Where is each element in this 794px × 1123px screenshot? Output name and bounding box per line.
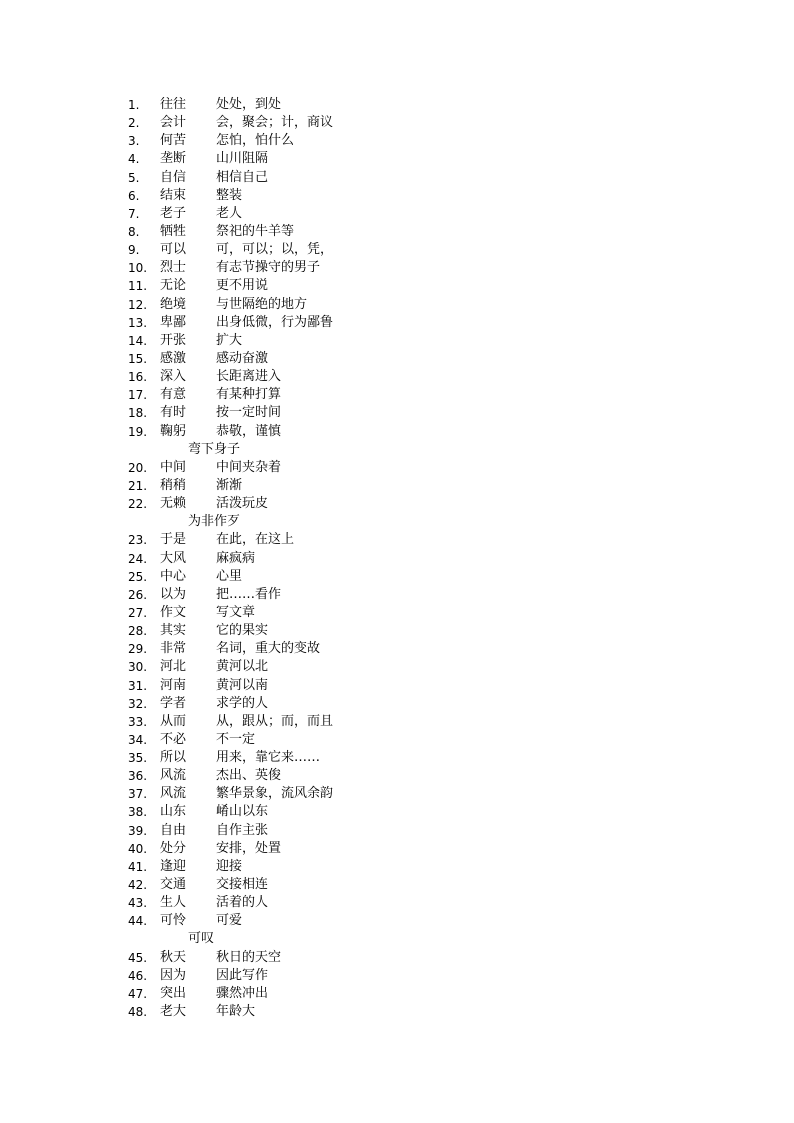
- list-item: [128, 840, 448, 858]
- list-item: [128, 114, 448, 132]
- continuation-row: [128, 930, 448, 948]
- item-word: 垄断: [160, 151, 187, 167]
- item-number: 35.: [128, 751, 148, 766]
- item-word: 其实: [160, 623, 187, 639]
- item-word: 自由: [160, 822, 187, 838]
- item-definition: 怎怕，怕什么: [216, 133, 295, 149]
- item-definition: 写文章: [216, 604, 256, 620]
- item-word: 鞠躬: [160, 423, 187, 439]
- list-item: [128, 259, 448, 277]
- item-number: 31.: [128, 678, 148, 693]
- item-number: 27.: [128, 605, 148, 620]
- item-definition: 会，聚会；计，商议: [216, 115, 334, 131]
- list-item: [128, 1003, 448, 1021]
- item-definition: 感动奋激: [216, 350, 269, 366]
- item-number: 15.: [128, 351, 148, 366]
- item-number: 9.: [128, 243, 140, 258]
- item-definition: 用来，靠它来……: [216, 750, 321, 766]
- item-number: 48.: [128, 1005, 148, 1020]
- item-word: 有意: [160, 387, 187, 403]
- item-word: 深入: [160, 369, 187, 385]
- list-item: [128, 822, 448, 840]
- item-word: 交通: [160, 877, 187, 893]
- item-number: 46.: [128, 968, 148, 983]
- item-definition: 杰出、英俊: [216, 768, 282, 784]
- list-item: [128, 731, 448, 749]
- item-word: 突出: [160, 985, 187, 1001]
- list-item: [128, 495, 448, 513]
- item-number: 22.: [128, 497, 148, 512]
- item-number: 6.: [128, 188, 140, 203]
- item-word: 中心: [160, 568, 187, 584]
- list-item: [128, 749, 448, 767]
- item-word: 大风: [160, 550, 187, 566]
- list-item: [128, 985, 448, 1003]
- item-definition: 按一定时间: [216, 405, 282, 421]
- item-definition: 黄河以南: [216, 677, 269, 693]
- item-number: 38.: [128, 805, 148, 820]
- item-word: 牺牲: [160, 223, 187, 239]
- list-item: [128, 876, 448, 894]
- item-number: 28.: [128, 624, 148, 639]
- item-word: 因为: [160, 967, 187, 983]
- list-item: [128, 423, 448, 441]
- list-item: [128, 713, 448, 731]
- item-definition: 出身低微，行为鄙鲁: [216, 314, 334, 330]
- item-definition: 可爱: [216, 913, 243, 929]
- item-definition: 处处，到处: [216, 97, 282, 112]
- item-number: 8.: [128, 224, 140, 239]
- item-number: 1.: [128, 98, 140, 112]
- item-number: 41.: [128, 859, 148, 874]
- item-definition: 相信自己: [216, 169, 269, 185]
- item-number: 13.: [128, 315, 148, 330]
- list-item: [128, 695, 448, 713]
- item-definition: 求学的人: [216, 695, 269, 711]
- list-item: [128, 404, 448, 422]
- item-definition: 中间夹杂着: [216, 459, 282, 475]
- item-number: 5.: [128, 170, 140, 185]
- item-word: 所以: [160, 750, 187, 766]
- item-number: 24.: [128, 551, 148, 566]
- item-number: 33.: [128, 714, 148, 729]
- continuation-row: [128, 513, 448, 531]
- list-item: [128, 350, 448, 368]
- item-word: 烈士: [160, 260, 187, 276]
- item-definition: 活着的人: [216, 895, 269, 911]
- item-number: 10.: [128, 261, 148, 276]
- item-word: 作文: [160, 604, 187, 620]
- list-item: [128, 767, 448, 785]
- item-definition: 渐渐: [216, 477, 243, 493]
- continuation-row: [128, 441, 448, 459]
- item-number: 17.: [128, 388, 148, 403]
- list-item: [128, 785, 448, 803]
- item-number: 43.: [128, 896, 148, 911]
- item-definition: 整装: [216, 187, 243, 203]
- list-item: [128, 568, 448, 586]
- item-word: 非常: [160, 641, 187, 657]
- item-definition: 安排，处置: [216, 840, 282, 856]
- item-definition: 因此写作: [216, 967, 269, 983]
- item-number: 39.: [128, 823, 148, 838]
- item-definition: 与世隔绝的地方: [216, 296, 308, 312]
- list-item: [128, 477, 448, 495]
- item-number: 36.: [128, 769, 148, 784]
- continuation-text: 弯下身子: [188, 441, 241, 457]
- list-item: [128, 677, 448, 695]
- item-number: 16.: [128, 370, 148, 385]
- item-word: 逢迎: [160, 858, 187, 874]
- item-word: 绝境: [160, 296, 187, 312]
- item-definition: 秋日的天空: [216, 949, 282, 965]
- item-definition: 恭敬，谨慎: [216, 423, 282, 439]
- item-number: 29.: [128, 642, 148, 657]
- item-definition: 年龄大: [216, 1004, 256, 1020]
- item-word: 可以: [160, 242, 187, 258]
- item-word: 往往: [160, 97, 187, 112]
- item-word: 从而: [160, 713, 187, 729]
- item-definition: 祭祀的牛羊等: [216, 223, 295, 239]
- item-word: 以为: [160, 586, 187, 602]
- list-item: [128, 241, 448, 259]
- list-item: [128, 803, 448, 821]
- item-word: 卑鄙: [160, 314, 187, 330]
- vocabulary-list: [128, 96, 448, 1021]
- list-item: [128, 368, 448, 386]
- item-word: 风流: [160, 768, 187, 784]
- item-definition: 在此，在这上: [216, 532, 295, 548]
- list-item: [128, 949, 448, 967]
- item-word: 稍稍: [160, 477, 187, 493]
- continuation-text: 可叹: [188, 931, 215, 947]
- list-item: [128, 296, 448, 314]
- list-item: [128, 132, 448, 150]
- item-word: 有时: [160, 405, 187, 421]
- item-definition: 名词，重大的变故: [216, 641, 321, 657]
- list-item: [128, 96, 448, 114]
- item-word: 河南: [160, 677, 187, 693]
- item-definition: 自作主张: [216, 822, 269, 838]
- item-definition: 扩大: [216, 332, 243, 348]
- item-number: 2.: [128, 116, 140, 131]
- item-number: 18.: [128, 406, 148, 421]
- list-item: [128, 169, 448, 187]
- item-definition: 黄河以北: [216, 659, 269, 675]
- item-word: 结束: [160, 187, 187, 203]
- item-word: 老子: [160, 205, 187, 221]
- list-item: [128, 622, 448, 640]
- list-item: [128, 223, 448, 241]
- item-number: 25.: [128, 569, 148, 584]
- item-definition: 更不用说: [216, 278, 269, 294]
- item-word: 可怜: [160, 913, 187, 929]
- item-definition: 有某种打算: [216, 387, 282, 403]
- item-definition: 它的果实: [216, 623, 269, 639]
- list-item: [128, 640, 448, 658]
- list-item: [128, 187, 448, 205]
- item-definition: 心里: [216, 568, 243, 584]
- item-definition: 繁华景象，流风余韵: [216, 786, 334, 802]
- item-word: 中间: [160, 459, 187, 475]
- item-definition: 不一定: [216, 731, 256, 747]
- item-number: 4.: [128, 152, 140, 167]
- item-number: 30.: [128, 660, 148, 675]
- item-number: 12.: [128, 297, 148, 312]
- item-word: 自信: [160, 169, 187, 185]
- item-definition: 崤山以东: [216, 804, 269, 820]
- item-number: 20.: [128, 460, 148, 475]
- list-item: [128, 332, 448, 350]
- item-number: 42.: [128, 878, 148, 893]
- item-definition: 可，可以；以，凭，: [216, 242, 334, 258]
- item-number: 26.: [128, 587, 148, 602]
- item-definition: 长距离进入: [216, 369, 282, 385]
- item-number: 32.: [128, 696, 148, 711]
- item-definition: 迎接: [216, 858, 243, 874]
- item-number: 14.: [128, 333, 148, 348]
- item-number: 23.: [128, 533, 148, 548]
- item-definition: 山川阻隔: [216, 151, 269, 167]
- continuation-text: 为非作歹: [188, 514, 241, 530]
- list-item: [128, 459, 448, 477]
- item-definition: 有志节操守的男子: [216, 260, 321, 276]
- item-word: 学者: [160, 695, 187, 711]
- item-word: 风流: [160, 786, 187, 802]
- list-item: [128, 894, 448, 912]
- list-item: [128, 967, 448, 985]
- item-word: 老大: [160, 1004, 187, 1020]
- item-definition: 从，跟从；而，而且: [216, 713, 334, 729]
- item-number: 3.: [128, 134, 140, 149]
- item-definition: 活泼玩皮: [216, 496, 269, 512]
- list-item: [128, 205, 448, 223]
- item-word: 于是: [160, 532, 187, 548]
- item-word: 开张: [160, 332, 187, 348]
- list-item: [128, 604, 448, 622]
- item-number: 7.: [128, 206, 140, 221]
- list-item: [128, 550, 448, 568]
- list-item: [128, 912, 448, 930]
- list-item: [128, 277, 448, 295]
- list-item: [128, 150, 448, 168]
- item-number: 34.: [128, 732, 148, 747]
- item-definition: 骤然冲出: [216, 985, 269, 1001]
- item-word: 无论: [160, 278, 187, 294]
- item-number: 47.: [128, 986, 148, 1001]
- item-number: 21.: [128, 478, 148, 493]
- item-number: 40.: [128, 841, 148, 856]
- list-item: [128, 386, 448, 404]
- list-item: [128, 314, 448, 332]
- list-item: [128, 858, 448, 876]
- item-word: 生人: [160, 895, 187, 911]
- item-number: 11.: [128, 279, 148, 294]
- item-word: 不必: [160, 731, 187, 747]
- item-definition: 把……看作: [216, 586, 282, 602]
- list-item: [128, 658, 448, 676]
- item-definition: 交接相连: [216, 877, 269, 893]
- item-number: 44.: [128, 914, 148, 929]
- item-number: 37.: [128, 787, 148, 802]
- item-word: 河北: [160, 659, 187, 675]
- item-word: 何苦: [160, 133, 187, 149]
- item-word: 处分: [160, 840, 187, 856]
- item-word: 无赖: [160, 496, 187, 512]
- item-word: 会计: [160, 115, 187, 131]
- item-word: 秋天: [160, 949, 187, 965]
- item-definition: 麻疯病: [216, 550, 256, 566]
- item-number: 19.: [128, 424, 148, 439]
- list-item: [128, 586, 448, 604]
- item-definition: 老人: [216, 205, 243, 221]
- item-number: 45.: [128, 950, 148, 965]
- list-item: [128, 531, 448, 549]
- item-word: 感激: [160, 350, 187, 366]
- item-word: 山东: [160, 804, 187, 820]
